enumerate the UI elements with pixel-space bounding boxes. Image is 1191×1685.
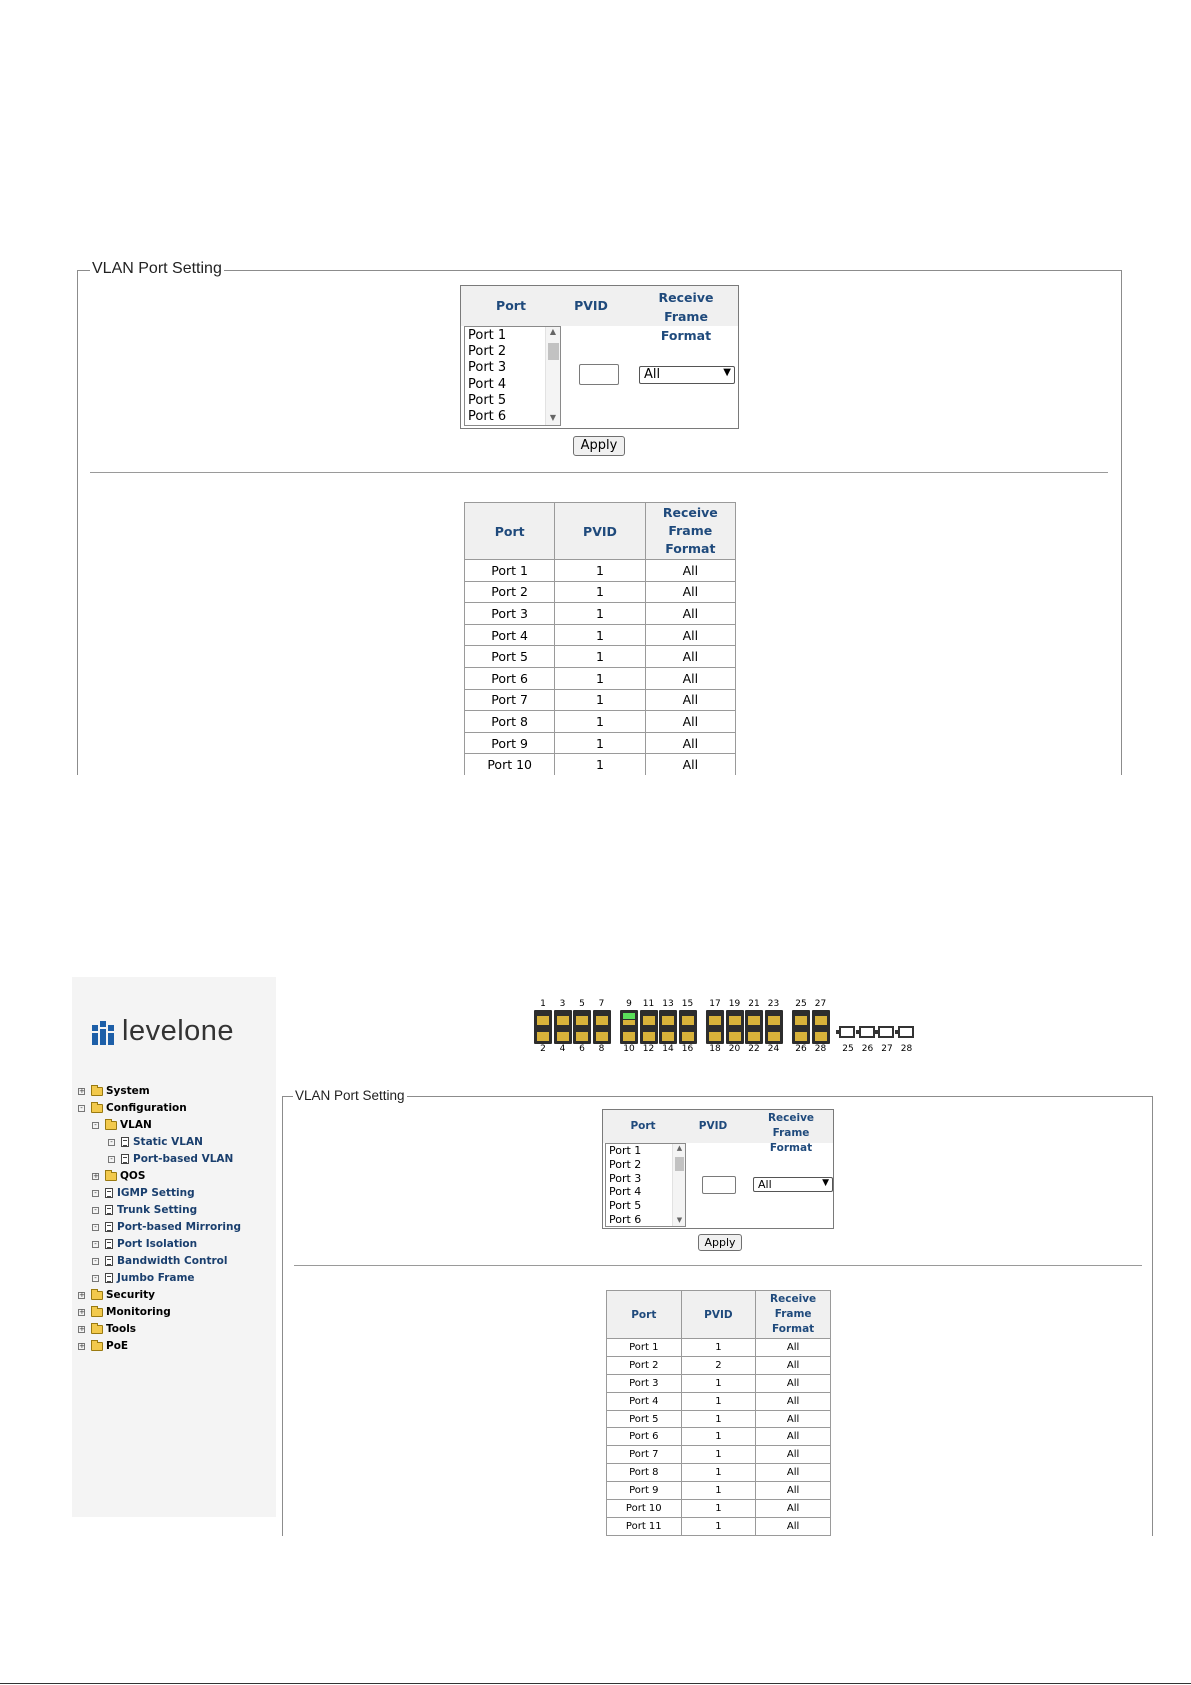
tree-item-tools[interactable] <box>78 1321 136 1337</box>
folder-icon <box>105 1121 117 1130</box>
pvid-column-header: PVID <box>555 503 645 560</box>
receive-frame-format-select[interactable]: All ▼ <box>639 366 735 384</box>
port-number-label: 22 <box>748 1044 760 1054</box>
tree-item-port-based-vlan[interactable] <box>108 1151 233 1167</box>
folder-icon <box>91 1104 103 1113</box>
pvid-cell: 1 <box>555 624 645 646</box>
tree-item-label: PoE <box>106 1340 129 1352</box>
folder-icon <box>105 1172 117 1181</box>
port-cell: Port 9 <box>607 1482 682 1500</box>
rff-cell: All <box>756 1446 831 1464</box>
sfp-latch-icon <box>836 1030 839 1034</box>
receive-frame-format-select[interactable]: All ▼ <box>753 1177 833 1192</box>
rff-cell: All <box>645 711 735 733</box>
rj45-port-icon[interactable] <box>534 1026 552 1044</box>
listbox-scrollbar[interactable] <box>545 327 560 425</box>
port-number-label: 12 <box>642 1044 655 1054</box>
pvid-cell: 1 <box>555 646 645 668</box>
tree-item-label: Port-based Mirroring <box>117 1221 241 1233</box>
pvid-cell: 1 <box>555 667 645 689</box>
port-option[interactable]: Port 2 <box>468 344 507 359</box>
port-cell: Port 5 <box>607 1410 682 1428</box>
port-cell: Port 1 <box>465 560 555 582</box>
rj45-port-icon[interactable] <box>640 1026 658 1044</box>
document-icon <box>105 1239 113 1249</box>
port-cell: Port 6 <box>607 1428 682 1446</box>
table-row <box>465 603 736 625</box>
rj45-port-icon[interactable] <box>745 1026 763 1044</box>
tree-item-qos[interactable] <box>92 1168 145 1184</box>
port-number-label: 2 <box>540 1044 546 1054</box>
fieldset-legend: VLAN Port Setting <box>295 1088 405 1103</box>
table-row <box>465 689 736 711</box>
table-row <box>607 1482 831 1500</box>
pvid-cell: 1 <box>555 581 645 603</box>
tree-item-label: Port Isolation <box>117 1238 198 1250</box>
port-option[interactable]: Port 4 <box>468 377 507 392</box>
port-number-label: 1 <box>540 999 546 1009</box>
port-number-label: 4 <box>559 1044 566 1054</box>
receive-frame-format-header: Receive Frame Format <box>756 1291 831 1339</box>
pvid-cell: 1 <box>555 711 645 733</box>
port-option[interactable]: Port 3 <box>609 1172 642 1185</box>
table-row <box>465 732 736 754</box>
rj45-port-icon[interactable] <box>554 1026 572 1044</box>
port-cell: Port 2 <box>607 1356 682 1374</box>
tree-item-label: Port-based VLAN <box>133 1153 234 1165</box>
tree-item-label: Bandwidth Control <box>117 1255 228 1267</box>
port-number-label: 25 <box>842 1044 854 1054</box>
pvid-input[interactable] <box>579 364 619 385</box>
port-cell: Port 4 <box>607 1392 682 1410</box>
divider <box>294 1265 1142 1266</box>
folder-icon <box>91 1342 103 1351</box>
sidebar <box>72 977 276 1517</box>
port-column-header: Port <box>496 298 526 313</box>
port-number-label: 23 <box>767 999 780 1009</box>
rff-cell: All <box>645 581 735 603</box>
sfp-latch-icon <box>895 1030 898 1034</box>
logo-text: levelone <box>122 1015 235 1047</box>
chevron-down-icon: ▼ <box>822 1178 829 1188</box>
expand-icon[interactable]: + <box>79 1086 85 1095</box>
switch-port-panel <box>534 999 924 1055</box>
tree-item-system[interactable] <box>78 1083 150 1099</box>
port-number-label: 7 <box>598 999 605 1009</box>
rj45-port-icon[interactable] <box>659 1026 677 1044</box>
table-row <box>465 711 736 733</box>
port-number-label: 10 <box>623 1044 635 1054</box>
tree-item-security[interactable] <box>78 1287 155 1303</box>
port-number-label: 27 <box>814 999 827 1009</box>
expand-icon[interactable]: + <box>93 1171 99 1180</box>
document-icon <box>105 1188 113 1198</box>
port-option[interactable]: Port 6 <box>609 1213 642 1226</box>
port-option[interactable]: Port 3 <box>468 360 507 375</box>
rj45-port-icon[interactable] <box>765 1026 783 1044</box>
tree-item-static-vlan[interactable] <box>108 1134 203 1150</box>
table-row <box>607 1428 831 1446</box>
rff-cell: All <box>756 1356 831 1374</box>
collapse-icon[interactable]: - <box>108 1139 115 1146</box>
collapse-icon[interactable]: - <box>92 1241 99 1248</box>
port-cell: Port 1 <box>607 1339 682 1357</box>
chevron-down-icon: ▼ <box>723 367 731 378</box>
document-icon <box>121 1137 129 1147</box>
pvid-cell: 1 <box>681 1446 756 1464</box>
receive-frame-format-header: Receive Frame Format <box>658 290 714 343</box>
table-row <box>465 560 736 582</box>
port-settings-form <box>602 1109 834 1229</box>
rj45-port-icon[interactable] <box>792 1026 810 1044</box>
sfp-port-icon[interactable] <box>839 1026 855 1038</box>
tree-item-poe[interactable] <box>78 1338 128 1354</box>
divider <box>90 472 1108 473</box>
table-row <box>465 646 736 668</box>
port-cell: Port 10 <box>607 1500 682 1518</box>
port-multi-select[interactable] <box>464 326 561 426</box>
table-row <box>607 1356 831 1374</box>
pvid-cell: 1 <box>681 1410 756 1428</box>
tree-item-label: Static VLAN <box>133 1136 203 1148</box>
rff-cell: All <box>645 624 735 646</box>
pvid-cell: 1 <box>555 754 645 776</box>
port-column-header: Port <box>465 503 555 560</box>
port-cell: Port 4 <box>465 624 555 646</box>
table-row <box>465 624 736 646</box>
rj45-port-icon[interactable] <box>812 1026 830 1044</box>
tree-item-label: QOS <box>120 1170 146 1182</box>
apply-button[interactable]: Apply <box>573 436 625 456</box>
tree-item-label: Configuration <box>106 1102 187 1114</box>
table-row <box>465 581 736 603</box>
port-option[interactable]: Port 4 <box>609 1185 642 1198</box>
port-number-label: 16 <box>681 1044 694 1054</box>
document-icon <box>105 1222 113 1232</box>
rff-cell: All <box>756 1464 831 1482</box>
pvid-cell: 2 <box>681 1356 756 1374</box>
scroll-thumb[interactable] <box>675 1157 684 1171</box>
port-number-label: 26 <box>861 1044 874 1054</box>
table-row <box>607 1446 831 1464</box>
port-cell: Port 8 <box>465 711 555 733</box>
tree-item-label: System <box>106 1085 150 1097</box>
expand-icon[interactable]: + <box>79 1324 85 1333</box>
port-column-header: Port <box>607 1291 682 1339</box>
page-footer-rule <box>0 1683 1191 1684</box>
collapse-icon[interactable]: - <box>78 1105 85 1112</box>
levelone-logo-icon <box>92 1021 118 1045</box>
tree-item-vlan[interactable] <box>92 1117 152 1133</box>
port-number-label: 9 <box>626 999 632 1009</box>
folder-icon <box>91 1325 103 1334</box>
pvid-cell: 1 <box>681 1339 756 1357</box>
document-icon <box>121 1154 129 1164</box>
collapse-icon[interactable]: - <box>92 1190 99 1197</box>
table-row <box>607 1339 831 1357</box>
pvid-cell: 1 <box>555 603 645 625</box>
pvid-cell: 1 <box>681 1482 756 1500</box>
table-row <box>607 1500 831 1518</box>
rff-cell: All <box>756 1410 831 1428</box>
port-cell: Port 10 <box>465 754 555 776</box>
folder-icon <box>91 1087 103 1096</box>
tree-item-label: Jumbo Frame <box>117 1272 195 1284</box>
tree-item-configuration[interactable] <box>78 1100 187 1116</box>
top-screenshot <box>0 0 1191 775</box>
receive-frame-format-header: Receive Frame Format <box>767 1112 815 1154</box>
port-number-label: 3 <box>559 999 566 1009</box>
pvid-column-header: PVID <box>698 1120 728 1132</box>
port-cell: Port 3 <box>465 603 555 625</box>
pvid-column-header: PVID <box>574 298 608 313</box>
table-row <box>607 1374 831 1392</box>
tree-item-bandwidth-control[interactable] <box>92 1253 227 1269</box>
folder-icon <box>91 1308 103 1317</box>
rff-cell: All <box>645 732 735 754</box>
port-number-label: 17 <box>709 999 721 1009</box>
port-number-label: 13 <box>662 999 674 1009</box>
sfp-latch-icon <box>875 1030 878 1034</box>
collapse-icon[interactable]: - <box>92 1122 99 1129</box>
port-number-label: 5 <box>579 999 585 1009</box>
port-number-label: 15 <box>681 999 694 1009</box>
tree-item-igmp-setting[interactable] <box>92 1185 195 1201</box>
table-row <box>607 1410 831 1428</box>
port-number-label: 21 <box>748 999 760 1009</box>
port-cell: Port 2 <box>465 581 555 603</box>
port-cell: Port 7 <box>607 1446 682 1464</box>
port-number-label: 19 <box>728 999 741 1009</box>
pvid-cell: 1 <box>681 1392 756 1410</box>
tree-item-label: IGMP Setting <box>117 1187 195 1199</box>
collapse-icon[interactable]: - <box>92 1275 99 1282</box>
port-number-label: 28 <box>814 1044 827 1054</box>
tree-item-port-isolation[interactable] <box>92 1236 197 1252</box>
port-number-label: 20 <box>728 1044 741 1054</box>
table-row <box>607 1517 831 1535</box>
rj45-port-icon[interactable] <box>726 1026 744 1044</box>
pvid-column-header: PVID <box>681 1291 756 1339</box>
tree-item-label: VLAN <box>120 1119 152 1131</box>
port-cell: Port 9 <box>465 732 555 754</box>
port-settings-form <box>460 285 739 429</box>
port-multi-select[interactable] <box>605 1143 686 1227</box>
collapse-icon[interactable]: - <box>92 1224 99 1231</box>
port-cell: Port 3 <box>607 1374 682 1392</box>
port-column-header: Port <box>630 1120 656 1132</box>
rff-cell: All <box>645 754 735 776</box>
levelone-logo <box>92 1015 262 1049</box>
sfp-port-icon[interactable] <box>859 1026 875 1038</box>
pvid-cell: 1 <box>555 560 645 582</box>
rff-cell: All <box>756 1500 831 1518</box>
port-cell: Port 11 <box>607 1517 682 1535</box>
rj45-port-icon[interactable] <box>573 1026 591 1044</box>
scroll-down-icon[interactable]: ▼ <box>676 1216 683 1224</box>
rj45-port-icon[interactable] <box>593 1026 611 1044</box>
vlan-port-table <box>606 1290 831 1536</box>
sfp-port-icon[interactable] <box>878 1026 894 1038</box>
bottom-screenshot <box>72 977 1162 1532</box>
rff-cell: All <box>756 1392 831 1410</box>
port-cell: Port 5 <box>465 646 555 668</box>
rff-cell: All <box>645 689 735 711</box>
port-number-label: 27 <box>881 1044 893 1054</box>
rff-cell: All <box>645 646 735 668</box>
document-icon <box>105 1256 113 1266</box>
expand-icon[interactable]: + <box>79 1290 85 1299</box>
table-row <box>607 1464 831 1482</box>
port-number-label: 14 <box>662 1044 674 1054</box>
tree-item-port-based-mirroring[interactable] <box>92 1219 241 1235</box>
port-number-label: 25 <box>795 999 807 1009</box>
pvid-cell: 1 <box>681 1374 756 1392</box>
tree-item-trunk-setting[interactable] <box>92 1202 197 1218</box>
tree-item-label: Tools <box>106 1323 137 1335</box>
sfp-latch-icon <box>856 1030 859 1034</box>
table-row <box>607 1392 831 1410</box>
port-number-label: 8 <box>598 1044 605 1054</box>
table-row <box>465 754 736 776</box>
port-option[interactable]: Port 5 <box>468 393 507 408</box>
port-number-label: 24 <box>767 1044 780 1054</box>
port-option[interactable]: Port 6 <box>468 409 507 424</box>
pvid-input[interactable] <box>702 1176 736 1194</box>
port-cell: Port 7 <box>465 689 555 711</box>
collapse-icon[interactable]: - <box>92 1258 99 1265</box>
rj45-port-icon[interactable] <box>706 1026 724 1044</box>
sfp-port-icon[interactable] <box>898 1026 914 1038</box>
rff-cell: All <box>645 603 735 625</box>
vlan-port-table <box>464 502 736 798</box>
pvid-cell: 1 <box>681 1464 756 1482</box>
rj45-port-icon[interactable] <box>620 1026 638 1044</box>
apply-button[interactable]: Apply <box>698 1234 742 1251</box>
port-cell: Port 8 <box>607 1464 682 1482</box>
rff-cell: All <box>756 1339 831 1357</box>
fieldset-legend: VLAN Port Setting <box>92 260 222 277</box>
rff-cell: All <box>645 560 735 582</box>
pvid-cell: 1 <box>681 1517 756 1535</box>
scroll-up-icon[interactable]: ▲ <box>676 1144 683 1152</box>
rff-cell: All <box>756 1428 831 1446</box>
port-option[interactable]: Port 1 <box>468 328 507 343</box>
port-number-label: 6 <box>579 1044 585 1054</box>
scroll-down-icon[interactable]: ▼ <box>549 413 557 422</box>
expand-icon[interactable]: + <box>79 1341 85 1350</box>
collapse-icon[interactable]: - <box>92 1207 99 1214</box>
pvid-cell: 1 <box>681 1428 756 1446</box>
pvid-cell: 1 <box>555 732 645 754</box>
port-option[interactable]: Port 5 <box>609 1199 642 1212</box>
rj45-port-icon[interactable] <box>679 1026 697 1044</box>
rff-cell: All <box>756 1517 831 1535</box>
document-icon <box>105 1205 113 1215</box>
rff-cell: All <box>645 667 735 689</box>
tree-item-label: Trunk Setting <box>117 1204 198 1216</box>
tree-item-monitoring[interactable] <box>78 1304 171 1320</box>
port-number-label: 18 <box>709 1044 721 1054</box>
tree-item-jumbo-frame[interactable] <box>92 1270 195 1286</box>
document-icon <box>105 1273 113 1283</box>
tree-item-label: Monitoring <box>106 1306 171 1318</box>
table-row <box>465 667 736 689</box>
scroll-up-icon[interactable]: ▲ <box>549 327 557 336</box>
expand-icon[interactable]: + <box>79 1307 85 1316</box>
listbox-scrollbar[interactable] <box>672 1144 685 1226</box>
tree-item-label: Security <box>106 1289 156 1301</box>
port-option[interactable]: Port 2 <box>609 1158 642 1171</box>
rff-cell: All <box>756 1374 831 1392</box>
scroll-thumb[interactable] <box>548 343 559 360</box>
pvid-cell: 1 <box>681 1500 756 1518</box>
port-number-label: 26 <box>795 1044 807 1054</box>
folder-icon <box>91 1291 103 1300</box>
receive-frame-format-header: Receive Frame Format <box>645 503 735 560</box>
rff-cell: All <box>756 1482 831 1500</box>
collapse-icon[interactable]: - <box>108 1156 115 1163</box>
port-option[interactable]: Port 1 <box>609 1144 642 1157</box>
port-number-label: 11 <box>642 999 655 1009</box>
port-number-label: 28 <box>900 1044 913 1054</box>
pvid-cell: 1 <box>555 689 645 711</box>
port-cell: Port 6 <box>465 667 555 689</box>
